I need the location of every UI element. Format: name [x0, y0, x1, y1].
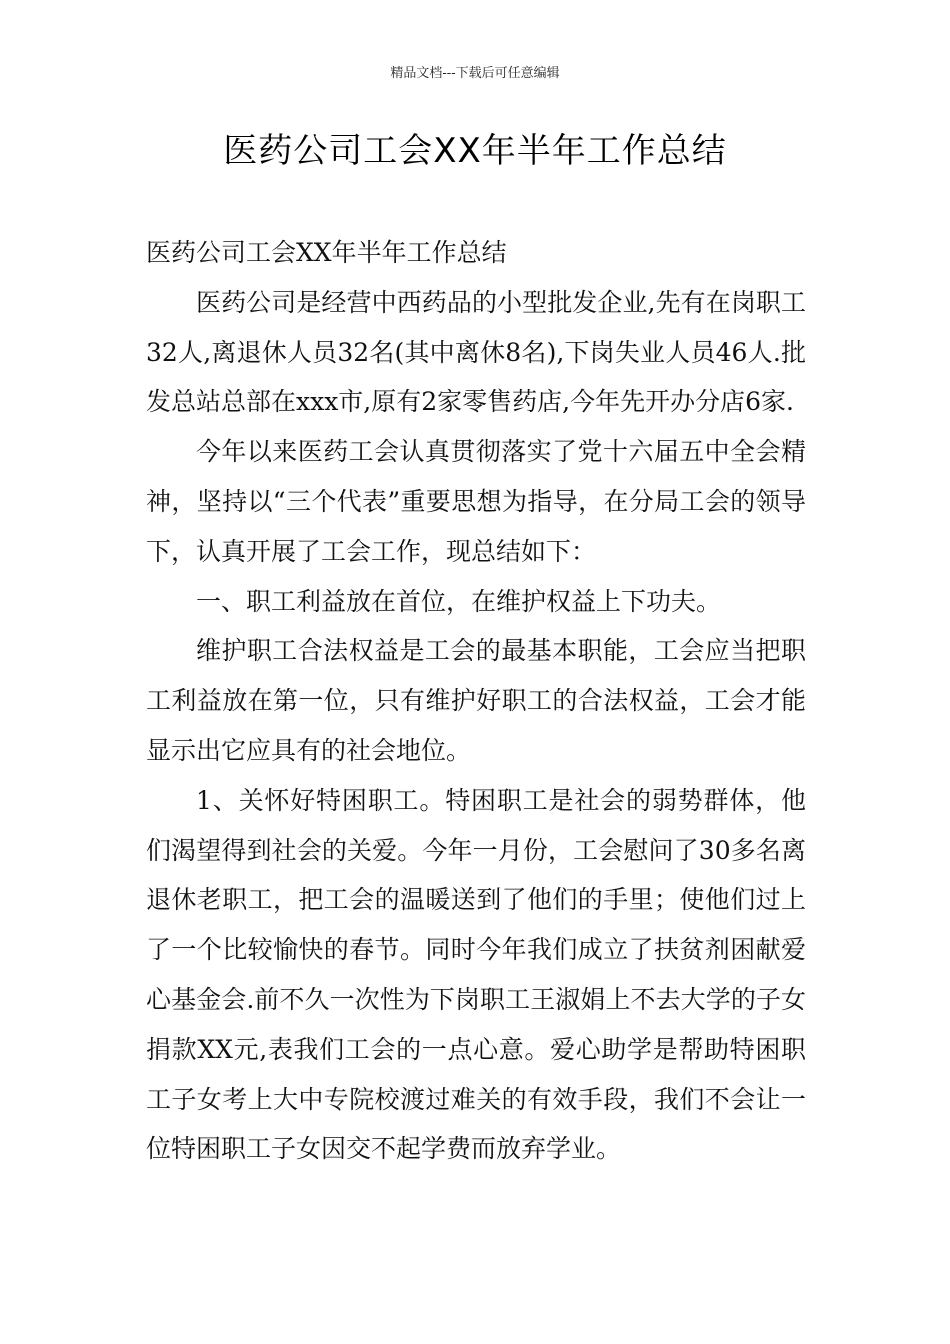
document-title: 医药公司工会XX年半年工作总结 [223, 131, 727, 171]
paragraph-introduction: 今年以来医药工会认真贯彻落实了党十六届五中全会精神，坚持以“三个代表”重要思想为指导，在分局工会的领导下，认真开展了工会工作，现总结如下： [146, 437, 806, 566]
watermark-header: 精品文档---下载后可任意编辑 [390, 66, 560, 81]
paragraph-rights-protection: 维护职工合法权益是工会的最基本职能，工会应当把职工利益放在第一位，只有维护好职工的合法权益，工会才能显示出它应具有的社会地位。 [146, 636, 806, 765]
document-body [146, 228, 806, 1174]
section-heading-1: 一、职工利益放在首位，在维护权益上下功夫。 [196, 586, 722, 616]
paragraph-company-overview: 医药公司是经营中西药品的小型批发企业,先有在岗职工32人,离退休人员32名(其中离休8名),下岗失业人员46人.批发总站总部在xxx市,原有2家零售药店,今年先开办分店6家. [146, 287, 806, 417]
document-subtitle: 医药公司工会XX年半年工作总结 [146, 238, 507, 267]
paragraph-care-for-workers: 1、关怀好特困职工。特困职工是社会的弱势群体，他们渴望得到社会的关爱。今年一月份，工会慰问了30多名离退休老职工，把工会的温暖送到了他们的手里；使他们过上了一个比较愉快的春节。同时今年我们成立了扶贫剂困献爱心基金会.前不久一次性为下岗职工王淑娟上不去大学的子女捐款XX元,表我们工会的一点心意。爱心助学是帮助特困职工子女考上大中专院校渡过难关的有效手段，我们不会让一位特困职工子女因交不起学费而放弃学业。 [146, 785, 806, 1164]
